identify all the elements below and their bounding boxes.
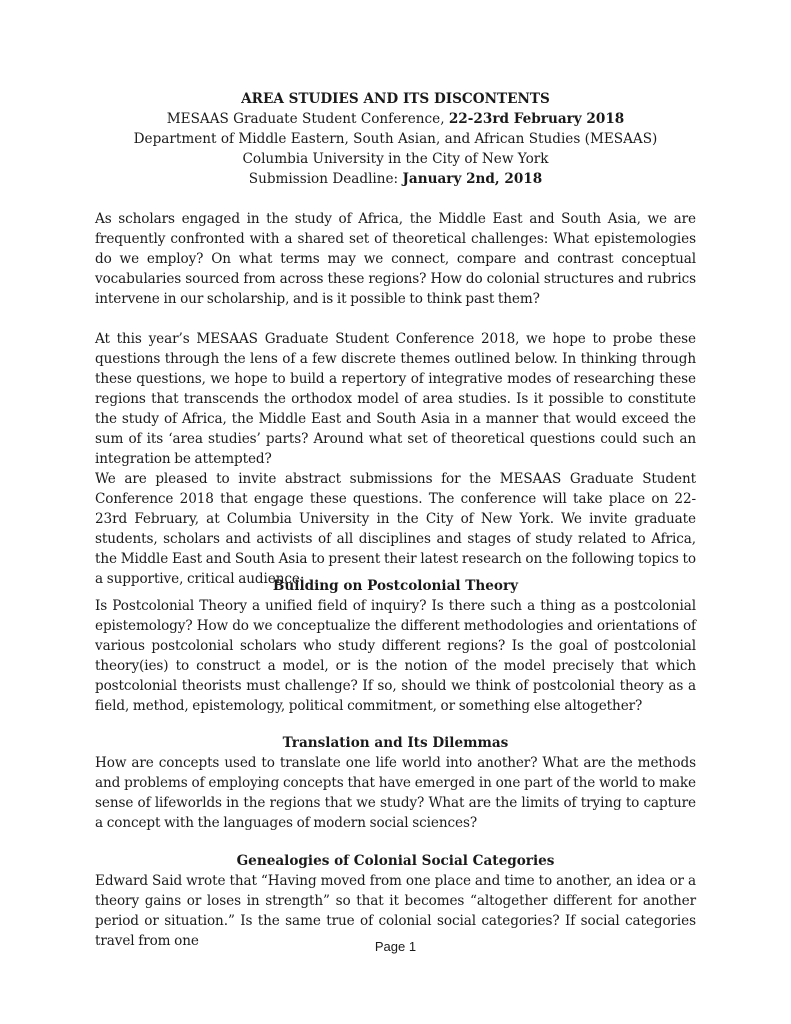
university-line: Columbia University in the City of New York	[242, 151, 549, 167]
conference-line	[95, 109, 696, 129]
conference-dates: 22-23rd February 2018	[448, 111, 625, 127]
document-title: AREA STUDIES AND ITS DISCONTENTS	[241, 91, 550, 107]
section-body-translation: How are concepts used to translate one life world into another? What are the methods and problems of employing concepts that have emerged in one part of the world to make sense of lifeworlds in the regions that we study? What are the limits of trying to capture a concept with the languages of modern social sciences?	[95, 755, 696, 831]
document-header	[95, 89, 696, 189]
intro-paragraph-1: As scholars engaged in the study of Africa, the Middle East and South Asia, we are frequently confronted with a shared set of theoretical challenges: What epistemologies do we employ? On what terms may we connect, compare and contrast conceptual vocabularies sourced from across these regions? How do colonial structures and rubrics intervene in our scholarship, and is it possible to think past them?	[95, 211, 696, 307]
conference-name: MESAAS Graduate Student Conference,	[166, 111, 449, 127]
section-heading-translation: Translation and Its Dilemmas	[282, 735, 509, 751]
page-number: Page 1	[374, 939, 417, 954]
section-heading-genealogies: Genealogies of Colonial Social Categories	[236, 853, 555, 869]
section-heading-postcolonial: Building on Postcolonial Theory	[272, 578, 519, 594]
deadline-label: Submission Deadline:	[248, 171, 403, 187]
section-body-genealogies: Edward Said wrote that “Having moved from one place and time to another, an idea or a theory gains or loses in strength” so that it becomes “altogether different for another period or situation.” Is the same true of colonial social categories? If social categories travel from one	[95, 873, 696, 949]
department-line: Department of Middle Eastern, South Asian, and African Studies (MESAAS)	[133, 131, 658, 147]
section-body-postcolonial: Is Postcolonial Theory a unified field of inquiry? Is there such a thing as a postcolonial epistemology? How do we conceptualize the different methodologies and orientations of various postcolonial scholars who study different regions? Is the goal of postcolonial theory(ies) to construct a model, or is the notion of the model precisely that which postcolonial theorists must challenge? If so, should we think of postcolonial theory as a field, method, epistemology, political commitment, or something else altogether?	[95, 598, 696, 714]
deadline-date: January 2nd, 2018	[402, 171, 543, 187]
intro-paragraph-2: At this year’s MESAAS Graduate Student Conference 2018, we hope to probe these questions through the lens of a few discrete themes outlined below. In thinking through these questions, we hope to build a repertory of integrative modes of researching these regions that transcends the orthodox model of area studies. Is it possible to constitute the study of Africa, the Middle East and South Asia in a manner that would exceed the sum of its ‘area studies’ parts? Around what set of theoretical questions could such an integration be attempted?	[95, 331, 696, 467]
deadline-line	[95, 169, 696, 189]
intro-paragraph-3: We are pleased to invite abstract submissions for the MESAAS Graduate Student Conference 2018 that engage these questions. The conference will take place on 22-23rd February, at Columbia University in the City of New York. We invite graduate students, scholars and activists of all disciplines and stages of study related to Africa, the Middle East and South Asia to present their latest research on the following topics to a supportive, critical audience:	[95, 471, 696, 587]
